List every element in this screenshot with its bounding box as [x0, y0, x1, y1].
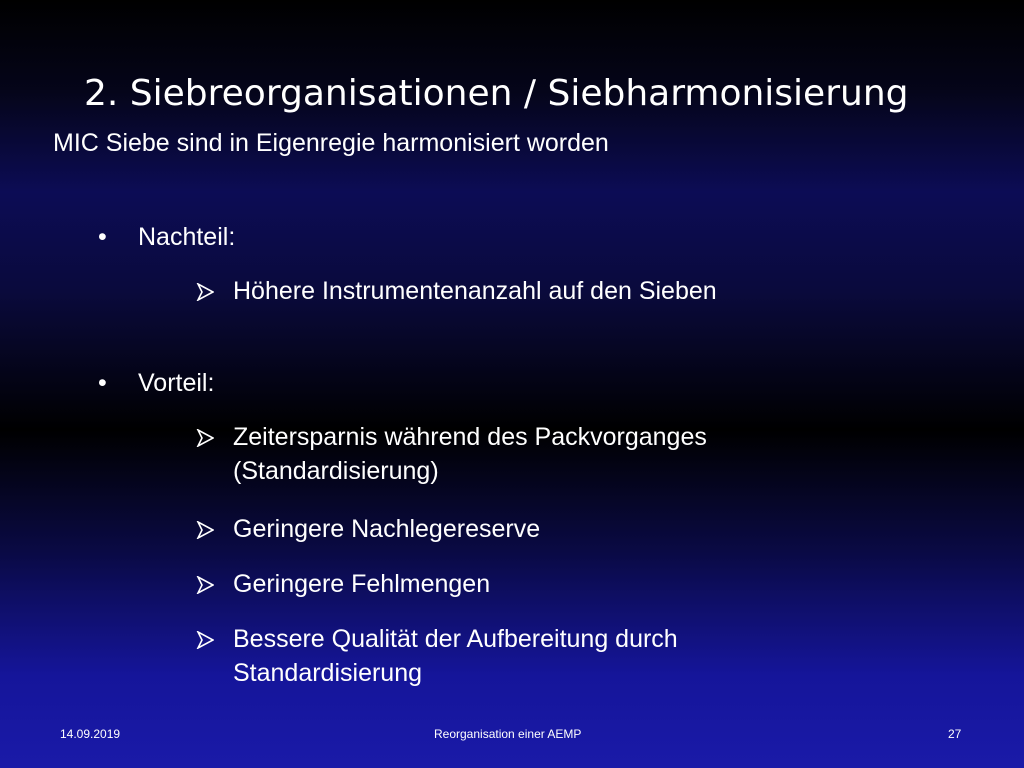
subitem-text: Bessere Qualität der Aufbereitung durch Standardisierung: [233, 625, 678, 687]
subitem-vorteil-4: [196, 622, 813, 690]
bullet-dot: •: [98, 223, 107, 251]
subitem-vorteil-1: [196, 420, 833, 488]
slide-subtitle: MIC Siebe sind in Eigenregie harmonisiert worden: [53, 129, 609, 157]
subitem-nachteil-1: [196, 274, 853, 308]
arrow-bullet-icon: [196, 521, 214, 539]
bullet-dot: •: [98, 369, 107, 397]
bullet-label: Vorteil:: [138, 369, 215, 397]
bullet-nachteil: [98, 221, 235, 253]
arrow-bullet-icon: [196, 283, 214, 301]
subitem-text: Geringere Fehlmengen: [233, 570, 491, 598]
arrow-bullet-icon: [196, 631, 214, 649]
bullet-vorteil: [98, 367, 214, 399]
slide-title: 2. Siebreorganisationen / Siebharmonisierung: [84, 73, 909, 114]
subitem-vorteil-3: [196, 567, 853, 601]
subitem-text: Höhere Instrumentenanzahl auf den Sieben: [233, 277, 717, 305]
footer-page-number: 27: [948, 727, 962, 741]
arrow-bullet-icon: [196, 429, 214, 447]
bullet-label: Nachteil:: [138, 223, 236, 251]
subitem-vorteil-2: [196, 512, 853, 546]
footer-date: 14.09.2019: [60, 727, 121, 741]
arrow-bullet-icon: [196, 576, 214, 594]
footer-title: Reorganisation einer AEMP: [434, 727, 582, 741]
subitem-text: Geringere Nachlegereserve: [233, 515, 541, 543]
subitem-text: Zeitersparnis während des Packvorganges (Standardisierung): [233, 423, 707, 485]
